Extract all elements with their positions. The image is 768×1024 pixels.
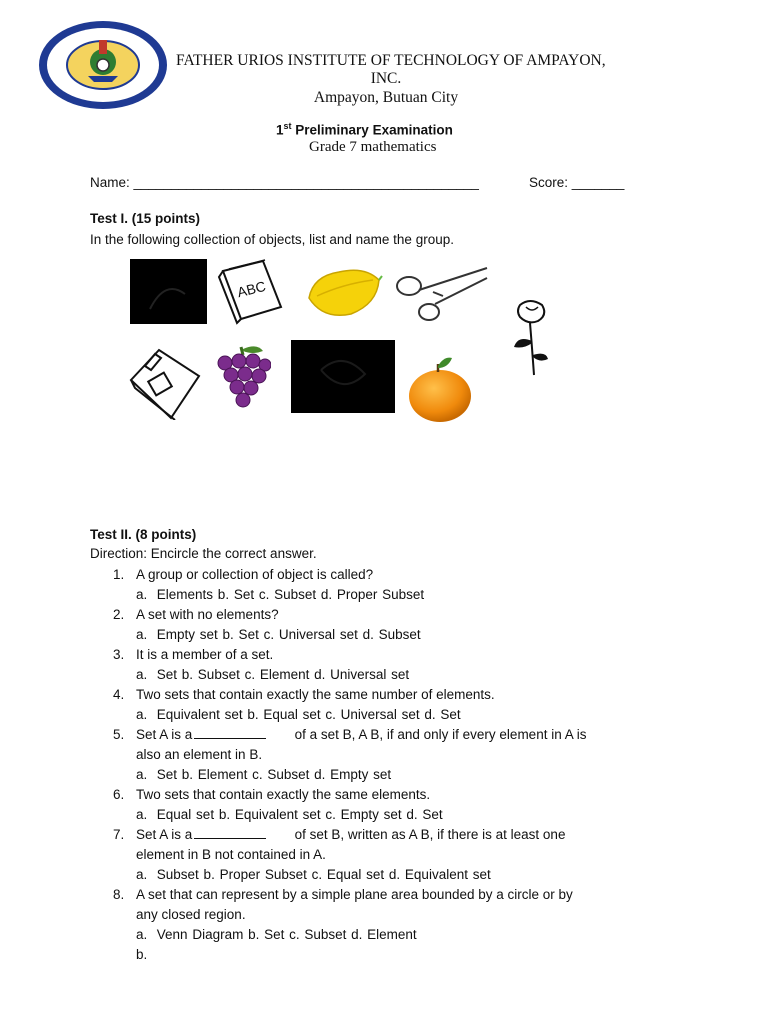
question-extra-option[interactable]: b. xyxy=(136,947,148,962)
question-4 xyxy=(0,687,768,727)
question-text: Set A is a of set B, written as A B, if there is at least one xyxy=(136,827,566,842)
question-6 xyxy=(0,787,768,827)
dark-image-2 xyxy=(291,340,395,413)
name-label: Name: xyxy=(90,175,130,190)
question-text-cont: element in B not contained in A. xyxy=(136,847,326,862)
rose-icon xyxy=(508,297,554,377)
exam-ordinal: 1 xyxy=(276,122,284,138)
exam-title-text: Preliminary Examination xyxy=(291,122,453,138)
dark-image-1 xyxy=(130,259,207,324)
question-options[interactable]: a. Elements b. Set c. Subset d. Proper Subset xyxy=(136,587,425,602)
question-text: Two sets that contain exactly the same elements. xyxy=(136,787,431,802)
star-fruit-icon xyxy=(303,262,383,322)
score-label: Score: xyxy=(529,175,569,190)
name-field[interactable] xyxy=(90,175,479,190)
question-5 xyxy=(0,727,768,787)
question-number: 4. xyxy=(113,687,125,702)
test2-heading: Test II. (8 points) xyxy=(90,527,197,542)
question-number: 2. xyxy=(113,607,125,622)
question-3 xyxy=(0,647,768,687)
question-options[interactable]: a. Set b. Subset c. Element d. Universal set xyxy=(136,667,410,682)
question-text: A group or collection of object is called? xyxy=(136,567,374,582)
test2-direction: Direction: Encircle the correct answer. xyxy=(90,546,317,561)
school-name: FATHER URIOS INSTITUTE OF TECHNOLOGY OF AMPAYON, xyxy=(176,52,606,69)
question-text-cont: also an element in B. xyxy=(136,747,263,762)
question-options[interactable]: a. Set b. Element c. Subset d. Empty set xyxy=(136,767,392,782)
orange-icon xyxy=(406,354,474,424)
scissors-icon xyxy=(393,262,491,324)
question-options[interactable]: a. Equivalent set b. Equal set c. Universal set d. Set xyxy=(136,707,461,722)
test1-instruction: In the following collection of objects, list and name the group. xyxy=(90,232,454,247)
question-number: 1. xyxy=(113,567,125,582)
grapes-icon xyxy=(213,341,271,413)
school-address: Ampayon, Butuan City xyxy=(313,89,459,106)
book-label: ABC xyxy=(235,277,268,301)
answer-blank[interactable] xyxy=(194,728,266,739)
question-text: Set A is a of a set B, A B, if and only if every element in A is xyxy=(136,727,587,742)
name-line[interactable]: ______________________________________________ xyxy=(133,175,479,190)
answer-blank[interactable] xyxy=(194,828,266,839)
abc-book-icon xyxy=(215,257,287,325)
question-number: 3. xyxy=(113,647,125,662)
question-number: 6. xyxy=(113,787,125,802)
score-line[interactable]: _______ xyxy=(571,175,625,190)
question-text: It is a member of a set. xyxy=(136,647,274,662)
question-1 xyxy=(0,567,768,607)
question-number: 5. xyxy=(113,727,125,742)
question-text: Two sets that contain exactly the same number of elements. xyxy=(136,687,495,702)
question-8 xyxy=(0,887,768,967)
test1-heading: Test I. (15 points) xyxy=(90,211,201,226)
school-seal-icon xyxy=(36,18,170,112)
question-2 xyxy=(0,607,768,647)
question-text-cont: any closed region. xyxy=(136,907,246,922)
question-text: A set that can represent by a simple plane area bounded by a circle or by xyxy=(136,887,573,902)
question-options[interactable]: a. Subset b. Proper Subset c. Equal set d. Equivalent set xyxy=(136,867,491,882)
question-options[interactable]: a. Empty set b. Set c. Universal set d. Subset xyxy=(136,627,421,642)
question-number: 8. xyxy=(113,887,125,902)
exam-subject: Grade 7 mathematics xyxy=(309,139,437,155)
school-logo xyxy=(36,18,170,112)
exam-title xyxy=(276,121,453,138)
question-number: 7. xyxy=(113,827,125,842)
school-name-suffix: INC. xyxy=(370,70,402,87)
question-options[interactable]: a. Equal set b. Equivalent set c. Empty set d. Set xyxy=(136,807,443,822)
question-text: A set with no elements? xyxy=(136,607,279,622)
question-7 xyxy=(0,827,768,887)
cigarette-pack-icon xyxy=(127,340,203,420)
score-field[interactable] xyxy=(529,175,624,190)
question-options[interactable]: a. Venn Diagram b. Set c. Subset d. Element xyxy=(136,927,417,942)
exam-ordinal-suffix: st xyxy=(283,121,292,131)
